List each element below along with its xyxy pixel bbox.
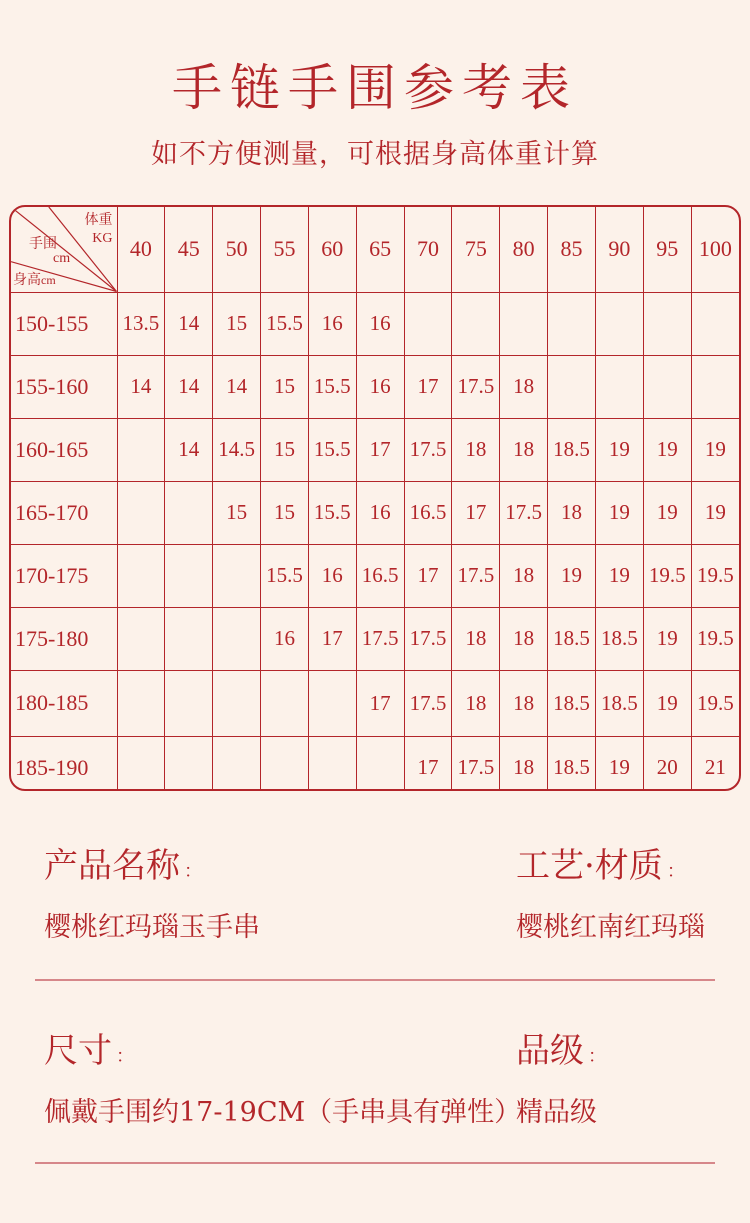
- wrist-size-cell: [308, 670, 356, 736]
- wrist-size-cell: 17: [308, 607, 356, 670]
- wrist-size-cell: 18.5: [548, 670, 596, 736]
- height-range-cell: 185-190: [11, 736, 117, 791]
- height-range-cell: 150-155: [11, 292, 117, 355]
- wrist-size-cell: 16: [308, 544, 356, 607]
- wrist-size-cell: 18.5: [595, 607, 643, 670]
- corner-height-label: 身高cm: [13, 273, 56, 288]
- wrist-size-cell: 19: [691, 418, 739, 481]
- weight-header-cell: 95: [643, 207, 691, 292]
- height-range-cell: 165-170: [11, 481, 117, 544]
- wrist-size-cell: 18: [500, 418, 548, 481]
- wrist-size-cell: 17.5: [404, 607, 452, 670]
- divider-2: [35, 1162, 715, 1164]
- wrist-size-cell: 16: [356, 292, 404, 355]
- divider-1: [35, 979, 715, 981]
- wrist-size-cell: [213, 670, 261, 736]
- wrist-size-cell: 19: [595, 481, 643, 544]
- table-row: [11, 670, 739, 736]
- table-row: [11, 418, 739, 481]
- height-range-cell: 175-180: [11, 607, 117, 670]
- wrist-size-cell: 18: [500, 607, 548, 670]
- wrist-size-cell: 16: [356, 355, 404, 418]
- wrist-size-cell: 19.5: [691, 607, 739, 670]
- size-label: 尺寸 ：: [44, 1031, 134, 1071]
- wrist-size-cell: 18: [500, 670, 548, 736]
- wrist-size-cell: 19: [643, 670, 691, 736]
- weight-header-cell: 85: [548, 207, 596, 292]
- wrist-size-cell: [548, 355, 596, 418]
- height-range-cell: 160-165: [11, 418, 117, 481]
- wrist-size-cell: [165, 607, 213, 670]
- wrist-size-cell: 18.5: [548, 418, 596, 481]
- page-title: 手链手围参考表: [172, 59, 578, 117]
- product-name-label: 产品名称 ：: [44, 846, 202, 886]
- wrist-size-cell: [595, 355, 643, 418]
- weight-header-cell: 65: [356, 207, 404, 292]
- wrist-size-cell: 15.5: [308, 355, 356, 418]
- wrist-size-cell: [500, 292, 548, 355]
- wrist-size-cell: 17: [404, 544, 452, 607]
- wrist-size-cell: 19.5: [643, 544, 691, 607]
- wrist-size-cell: 15.5: [308, 418, 356, 481]
- wrist-size-cell: 17.5: [404, 670, 452, 736]
- table-row: [11, 292, 739, 355]
- wrist-size-cell: 18.5: [595, 670, 643, 736]
- wrist-size-cell: 18: [548, 481, 596, 544]
- wrist-size-cell: [595, 292, 643, 355]
- table-header-row: [11, 207, 739, 292]
- wrist-size-cell: [308, 736, 356, 791]
- weight-header-cell: 100: [691, 207, 739, 292]
- wrist-size-cell: 17.5: [452, 736, 500, 791]
- wrist-size-cell: [117, 544, 165, 607]
- wrist-size-cell: [261, 670, 309, 736]
- wrist-size-cell: 18: [452, 418, 500, 481]
- wrist-size-cell: 19: [595, 544, 643, 607]
- wrist-size-cell: [165, 544, 213, 607]
- wrist-size-cell: 15.5: [261, 292, 309, 355]
- wrist-size-cell: [213, 607, 261, 670]
- grade-value: 精品级: [516, 1097, 597, 1128]
- wrist-size-cell: [452, 292, 500, 355]
- wrist-size-cell: 16: [356, 481, 404, 544]
- wrist-size-cell: 17: [356, 670, 404, 736]
- wrist-size-cell: 16: [308, 292, 356, 355]
- wrist-size-cell: 19.5: [691, 670, 739, 736]
- wrist-size-cell: 13.5: [117, 292, 165, 355]
- wrist-size-cell: 15: [213, 292, 261, 355]
- wrist-size-cell: [213, 736, 261, 791]
- weight-header-cell: 90: [595, 207, 643, 292]
- wrist-size-cell: 19: [691, 481, 739, 544]
- wrist-size-cell: 18: [452, 670, 500, 736]
- wrist-size-cell: 15.5: [308, 481, 356, 544]
- height-range-cell: 170-175: [11, 544, 117, 607]
- wrist-size-cell: 14: [213, 355, 261, 418]
- wrist-size-cell: [404, 292, 452, 355]
- wrist-size-cell: [213, 544, 261, 607]
- wrist-size-cell: [117, 607, 165, 670]
- wrist-size-cell: 15: [261, 418, 309, 481]
- wrist-size-cell: 17: [452, 481, 500, 544]
- wrist-size-cell: 17.5: [500, 481, 548, 544]
- weight-header-cell: 60: [308, 207, 356, 292]
- wrist-size-cell: 14: [165, 292, 213, 355]
- corner-weight-label: 体重: [84, 213, 113, 228]
- wrist-size-cell: 15: [261, 355, 309, 418]
- wrist-size-cell: 14: [117, 355, 165, 418]
- wrist-size-cell: [165, 670, 213, 736]
- craft-material-value: 樱桃红南红玛瑙: [516, 912, 705, 943]
- wrist-size-cell: 16: [261, 607, 309, 670]
- weight-header-cell: 75: [452, 207, 500, 292]
- table-row: [11, 607, 739, 670]
- wrist-size-cell: 20: [643, 736, 691, 791]
- wrist-size-cell: 18: [500, 544, 548, 607]
- corner-wrist-label: 手围: [29, 237, 57, 252]
- product-name-value: 樱桃红玛瑙玉手串: [44, 912, 260, 943]
- wrist-size-cell: 19.5: [691, 544, 739, 607]
- wrist-size-cell: 15.5: [261, 544, 309, 607]
- table-row: [11, 736, 739, 791]
- wrist-size-cell: 17.5: [452, 544, 500, 607]
- wrist-size-cell: 18: [500, 355, 548, 418]
- wrist-size-cell: 17.5: [452, 355, 500, 418]
- wrist-size-cell: 21: [691, 736, 739, 791]
- weight-header-cell: 80: [500, 207, 548, 292]
- table-row: [11, 355, 739, 418]
- table-row: [11, 544, 739, 607]
- wrist-size-cell: [165, 736, 213, 791]
- wrist-size-cell: 15: [213, 481, 261, 544]
- wrist-size-cell: 19: [643, 418, 691, 481]
- wrist-size-cell: 14: [165, 418, 213, 481]
- wrist-size-cell: [117, 481, 165, 544]
- wrist-size-cell: 14: [165, 355, 213, 418]
- wrist-size-cell: [643, 292, 691, 355]
- wrist-size-cell: 17.5: [404, 418, 452, 481]
- wrist-size-cell: [643, 355, 691, 418]
- wrist-size-cell: [261, 736, 309, 791]
- wrist-size-cell: [165, 481, 213, 544]
- page-subtitle: 如不方便测量，可根据身高体重计算: [151, 139, 599, 170]
- weight-header-cell: 40: [117, 207, 165, 292]
- wrist-size-cell: 19: [595, 736, 643, 791]
- wrist-size-cell: 14.5: [213, 418, 261, 481]
- wrist-size-cell: 18: [500, 736, 548, 791]
- size-table: [11, 207, 739, 791]
- wrist-size-cell: 18: [452, 607, 500, 670]
- wrist-size-cell: 18.5: [548, 607, 596, 670]
- weight-header-cell: 70: [404, 207, 452, 292]
- grade-label: 品级 ：: [516, 1031, 606, 1071]
- wrist-size-cell: [117, 670, 165, 736]
- table-corner-cell: [11, 207, 117, 292]
- size-chart-table: [9, 205, 741, 791]
- corner-weight-unit: KG: [92, 231, 113, 246]
- wrist-size-cell: [691, 355, 739, 418]
- wrist-size-cell: [117, 736, 165, 791]
- wrist-size-cell: [691, 292, 739, 355]
- wrist-size-cell: 15: [261, 481, 309, 544]
- wrist-size-cell: 19: [548, 544, 596, 607]
- wrist-size-cell: 17: [356, 418, 404, 481]
- wrist-size-cell: 19: [643, 481, 691, 544]
- wrist-size-cell: [356, 736, 404, 791]
- weight-header-cell: 45: [165, 207, 213, 292]
- weight-header-cell: 55: [261, 207, 309, 292]
- wrist-size-cell: 17: [404, 736, 452, 791]
- wrist-size-cell: 17.5: [356, 607, 404, 670]
- wrist-size-cell: 19: [643, 607, 691, 670]
- weight-header-cell: 50: [213, 207, 261, 292]
- wrist-size-cell: 18.5: [548, 736, 596, 791]
- table-row: [11, 481, 739, 544]
- height-range-cell: 155-160: [11, 355, 117, 418]
- size-value: 佩戴手围约17-19CM（手串具有弹性）: [44, 1097, 522, 1128]
- wrist-size-cell: [548, 292, 596, 355]
- wrist-size-cell: 19: [595, 418, 643, 481]
- wrist-size-cell: 16.5: [404, 481, 452, 544]
- corner-wrist-unit: cm: [53, 251, 71, 266]
- wrist-size-cell: 17: [404, 355, 452, 418]
- height-range-cell: 180-185: [11, 670, 117, 736]
- craft-material-label: 工艺·材质 ：: [516, 846, 685, 886]
- wrist-size-cell: 16.5: [356, 544, 404, 607]
- wrist-size-cell: [117, 418, 165, 481]
